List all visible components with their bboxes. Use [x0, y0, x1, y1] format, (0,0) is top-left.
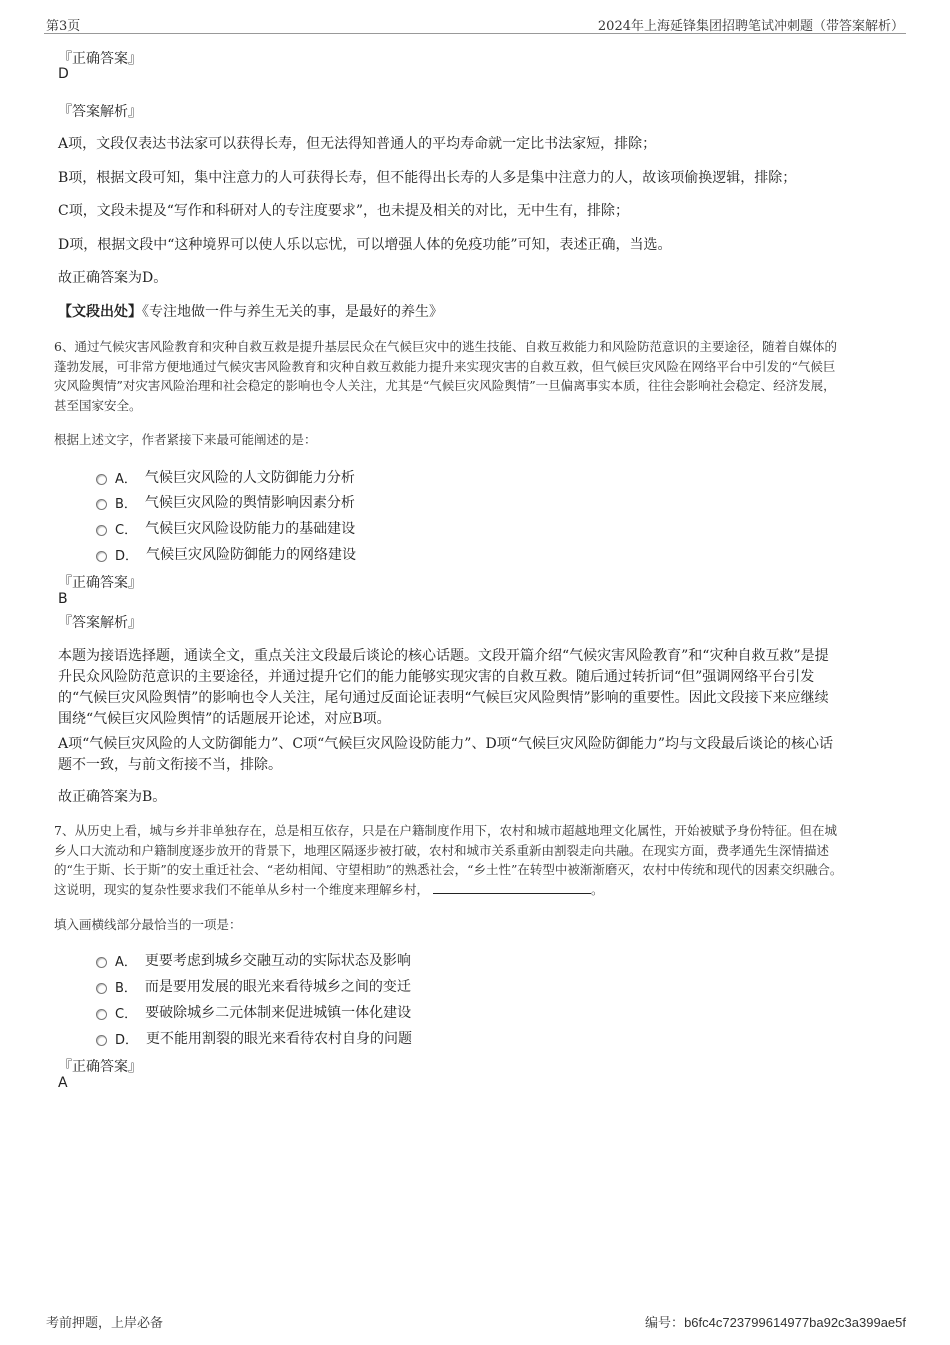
radio-icon[interactable]: [96, 957, 107, 968]
q5-analysis-a: A项，文段仅表达书法家可以获得长寿，但无法得知普通人的平均寿命就一定比书法家短，排除；: [58, 136, 657, 152]
q5-analysis-c: C项，文段未提及“写作和科研对人的专注度要求”，也未提及相关的对比，无中生有，排除；: [58, 203, 630, 219]
fill-in-blank: [433, 882, 591, 894]
q6-analysis-p1: 本题为接语选择题，通读全文，重点关注文段最后谈论的核心话题。文段开篇介绍“气候灾害风险教育”和“灾种自救互救”是提 升民众风险防范意识的主要途径，并通过提升它们的能力能够实现灾害的自救互救。随后通过转折词“但”强调网络平台引发 的“气候巨灾风险舆情”的影响也令人关注，尾句通过反面论证表明“气候巨灾风险舆情”影响的重要性。因此文段接下来应继续 围绕“气候巨灾风险舆情”的话题展开论述，对应B项。: [58, 648, 829, 727]
q7-answer: A: [58, 1075, 68, 1091]
q6-stem-line: 蓬勃发展，可非常方便地通过气候灾害风险教育和灾种自救互救能力提升来实现灾害的自救互救，但气候巨灾风险在网络平台中引发的“气候巨: [54, 358, 836, 374]
option-text: 更不能用割裂的眼光来看待农村自身的问题: [146, 1031, 413, 1047]
radio-icon[interactable]: [96, 983, 107, 994]
q6-stem: [54, 337, 906, 415]
q6-analysis-label: 『答案解析』: [58, 615, 142, 631]
q6-prompt: 根据上述文字，作者紧接下来最可能阐述的是：: [54, 432, 317, 447]
radio-icon[interactable]: [96, 525, 107, 536]
option-text: 气候巨灾风险的舆情影响因素分析: [144, 495, 355, 511]
q5-answer: D: [58, 66, 69, 82]
q6-stem-line: 灾风险舆情”对灾害风险治理和社会稳定的影响也令人关注，尤其是“气候巨灾风险舆情”一旦偏离事实本质，往往会影响社会稳定、经济发展，: [54, 378, 836, 393]
page-header: [44, 14, 906, 34]
document-code: 编号：b6fc4c723799614977ba92c3a399ae5f: [645, 1315, 906, 1331]
radio-icon[interactable]: [96, 551, 107, 562]
q6-conclusion: 故正确答案为B。: [58, 789, 167, 805]
q7-answer-label: 『正确答案』: [58, 1059, 142, 1075]
radio-icon[interactable]: [96, 474, 107, 485]
q5-analysis-label: 『答案解析』: [58, 104, 142, 120]
q6-stem-line: 甚至国家安全。: [54, 397, 142, 413]
q5-conclusion: 故正确答案为D。: [58, 270, 168, 286]
q7-option-c[interactable]: C． 要破除城乡二元体制来促进城镇一体化建设: [96, 1002, 411, 1022]
q5-analysis-d: D项，根据文段中“这种境界可以使人乐以忘忧，可以增强人体的免疫功能”可知，表述正确，当选。: [58, 237, 672, 253]
q7-stem-last-line: 这说明，现实的复杂性要求我们不能单从乡村一个维度来理解乡村， 。: [54, 881, 604, 897]
option-text: 要破除城乡二元体制来促进城镇一体化建设: [145, 1005, 412, 1021]
q7-option-a[interactable]: A． 更要考虑到城乡交融互动的实际状态及影响: [96, 950, 411, 970]
q5-source: [58, 301, 443, 321]
option-text: 更要考虑到城乡交融互动的实际状态及影响: [144, 953, 411, 969]
q5-answer-label: 『正确答案』: [58, 51, 142, 67]
page-number: 第3页: [46, 19, 81, 34]
source-text: 《专注地做一件与养生无关的事，是最好的养生》: [142, 304, 443, 320]
q6-option-c[interactable]: C． 气候巨灾风险设防能力的基础建设: [96, 518, 355, 538]
radio-icon[interactable]: [96, 1009, 107, 1020]
q7-option-b[interactable]: B． 而是要用发展的眼光来看待城乡之间的变迁: [96, 976, 411, 996]
q5-analysis-b: B项，根据文段可知，集中注意力的人可获得长寿，但不能得出长寿的人多是集中注意力的人，故该项偷换逻辑，排除；: [58, 170, 797, 186]
option-text: 气候巨灾风险防御能力的网络建设: [146, 547, 357, 563]
q6-answer: B: [58, 591, 68, 607]
q7-option-d[interactable]: D． 更不能用割裂的眼光来看待农村自身的问题: [96, 1028, 412, 1048]
document-title: 2024年上海延锋集团招聘笔试冲刺题（带答案解析）: [597, 19, 904, 34]
q6-answer-label: 『正确答案』: [58, 575, 142, 591]
q6-option-d[interactable]: D． 气候巨灾风险防御能力的网络建设: [96, 544, 356, 564]
source-bracket: 【文段出处】: [58, 304, 142, 320]
option-text: 而是要用发展的眼光来看待城乡之间的变迁: [144, 979, 411, 995]
option-text: 气候巨灾风险的人文防御能力分析: [144, 470, 355, 486]
option-text: 气候巨灾风险设防能力的基础建设: [145, 521, 356, 537]
q6-analysis-p2: A项“气候巨灾风险的人文防御能力”、C项“气候巨灾风险设防能力”、D项“气候巨灾风险防御能力”均与文段最后谈论的核心话 题不一致，与前文衔接不当，排除。: [58, 736, 833, 773]
q6-option-a[interactable]: A． 气候巨灾风险的人文防御能力分析: [96, 467, 355, 487]
q6-option-b[interactable]: B． 气候巨灾风险的舆情影响因素分析: [96, 492, 355, 512]
q7-prompt: 填入画横线部分最恰当的一项是：: [54, 917, 242, 932]
radio-icon[interactable]: [96, 499, 107, 510]
q7-stem: 7、从历史上看，城与乡并非单独存在，总是相互依存，只是在户籍制度作用下，农村和城市超越地理文化属性，开始被赋予身份特征。但在城 乡人口大流动和户籍制度逐步放开的背景下，地理区隔逐步被打破，农村和城市关系重新由割裂走向共融。在现实方面，费孝通先生深情描述 的“生于斯、长于斯”的安土重迁社会、“老幼相闻、守望相助”的熟悉社会，“乡土性”在转型中被渐渐磨灭，农村中传统和现代的因素交织融合。 这说明，现实的复杂性要求我们不能单从乡村一个维度来理解乡村， 。: [54, 821, 906, 899]
q6-stem-line: 6、通过气候灾害风险教育和灾种自救互救是提升基层民众在气候巨灾中的逃生技能、自救互救能力和风险防范意识的主要途径，随着自媒体的: [54, 339, 837, 354]
footer-slogan: 考前押题，上岸必备: [46, 1316, 164, 1331]
radio-icon[interactable]: [96, 1035, 107, 1046]
